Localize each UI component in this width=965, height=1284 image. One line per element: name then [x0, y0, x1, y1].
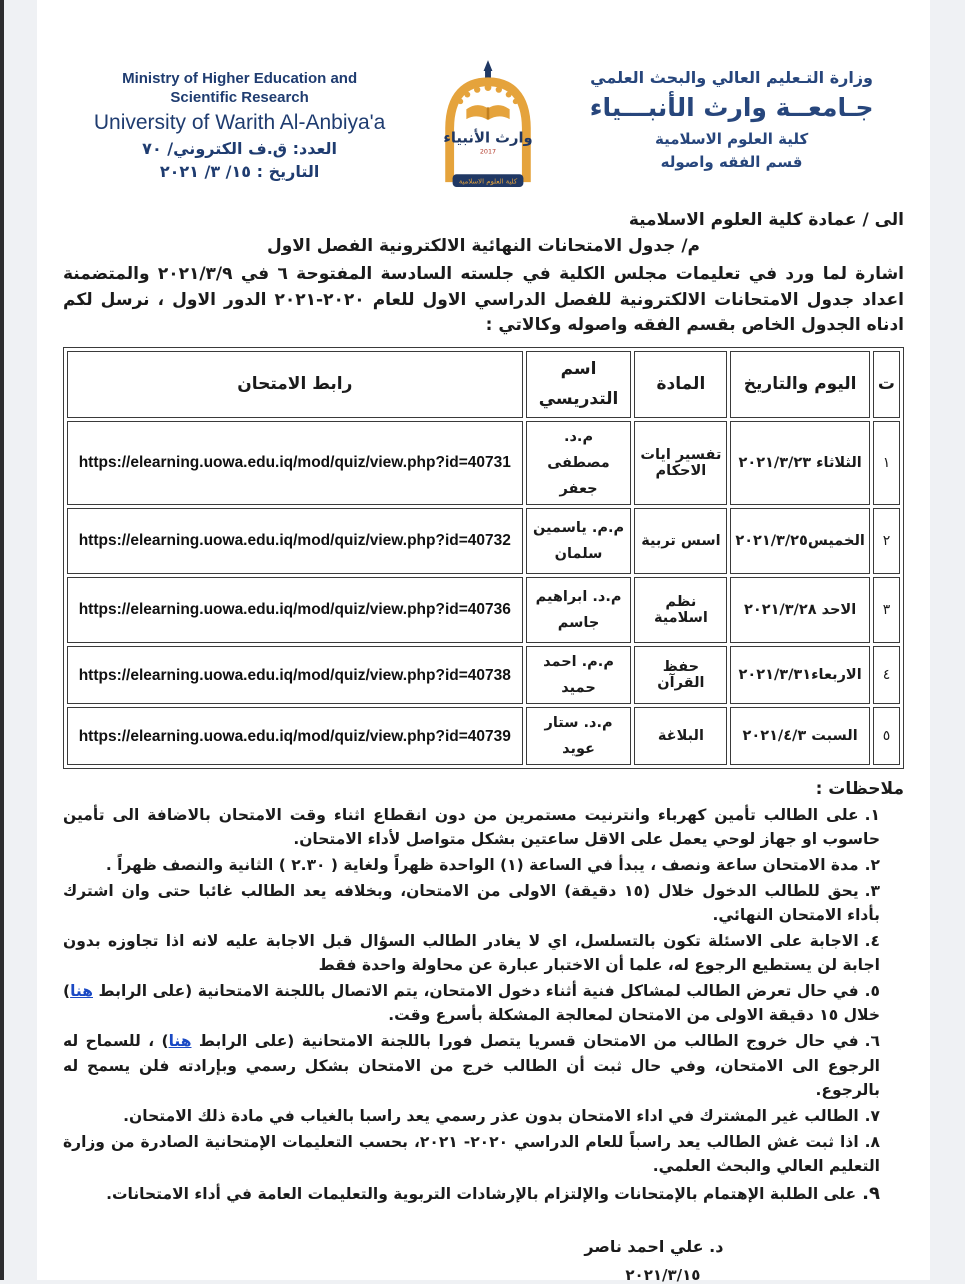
scan-left-edge [0, 0, 4, 1280]
letter-body-paragraph: اشارة لما ورد في تعليمات مجلس الكلية في جلسته السادسة المفتوحة ٦ في ٢٠٢١/٣/٩ والمتضمنة اعداد جدول الامتحانات الالكترونية للفصل الدراسي الاول للعام ٢٠٢٠-٢٠٢١ الدور الاول ، نرسل لكم ادناه الجدول الخاص بقسم الفقه واصوله وكالاتي : [63, 264, 905, 335]
row-day-date: الخميس٢٠٢١/٣/٢٥ [730, 508, 870, 574]
note-text: في حال تعرض الطالب لمشاكل فنية أثناء دخول الامتحان، يتم الاتصال باللجنة الامتحانية (على الرابط [93, 982, 859, 1001]
note-number: ٨. [864, 1132, 880, 1151]
letterhead-arabic [559, 58, 904, 171]
note-item-6 [63, 1029, 880, 1101]
row-exam-link-cell [67, 707, 523, 765]
document-date-line: التاريخ : ١٥/ ٣/ ٢٠٢١ [159, 161, 320, 181]
note-text: ) خلال ١٥ دقيقة الاولى من الامتحان لمعالجة المشكلة بأسرع وقت. [63, 982, 880, 1025]
exam-link[interactable]: https://elearning.uowa.edu.iq/mod/quiz/view.php?id=40739 [78, 727, 511, 745]
row-subject: البلاغة [634, 707, 727, 765]
note-item-2 [63, 853, 880, 877]
note-text: يحق للطالب الدخول خلال (١٥ دقيقة) الاولى من الامتحان، وبخلافه يعد الطالب غائبا حتى وان اشترك بأداء الامتحان النهائي. [63, 882, 880, 925]
notes-section [63, 779, 904, 1207]
header-cell-teacher: اسم التدريسي [526, 351, 632, 418]
table-row [67, 508, 900, 574]
ministry-name-en-line2: Scientific Research [170, 88, 309, 106]
notes-title: ملاحظات : [815, 779, 904, 800]
note-item-3 [63, 879, 880, 927]
signature-block [584, 1237, 723, 1284]
document-page [37, 0, 930, 1284]
table-row [67, 646, 900, 704]
table-row [67, 421, 900, 505]
row-subject: نظم اسلامية [634, 577, 727, 643]
letterhead-english [63, 58, 416, 181]
row-subject: تفسير ايات الاحكام [634, 421, 727, 505]
note-text: على الطالب تأمين كهرباء وانترنيت مستمرين من دون انقطاع اثناء وقت الامتحان بالاضافة الى تأمين حاسوب او جهاز لوحي يعمل على الاقل ساعتين بشكل متواصل لأداء الامتحان. [63, 806, 880, 849]
committee-contact-link[interactable]: هنا [70, 982, 93, 1001]
row-subject: اسس تربية [634, 508, 727, 574]
university-name-en: University of Warith Al-Anbiya'a [93, 110, 386, 134]
row-day-date: الثلاثاء ٢٠٢١/٣/٢٣ [730, 421, 870, 505]
row-day-date: الاحد ٢٠٢١/٣/٢٨ [730, 577, 870, 643]
note-item-9 [63, 1180, 880, 1208]
committee-contact-link[interactable]: هنا [168, 1032, 192, 1051]
letter-subject-line: م/ جدول الامتحانات النهائية الالكترونية الفصل الاول [266, 236, 701, 256]
ministry-name-ar: وزارة التـعليم العالي والبحث العلمي [590, 68, 873, 87]
note-item-4 [63, 929, 880, 977]
note-number: ٧. [864, 1106, 880, 1125]
note-number: ٣. [864, 882, 881, 901]
logo-year: 2017 [479, 147, 496, 156]
row-exam-link-cell [67, 577, 523, 643]
department-name-ar: قسم الفقه واصوله [660, 153, 803, 171]
row-day-date: الاربعاء٢٠٢١/٣/٣١ [730, 646, 870, 704]
notes-list [63, 803, 904, 1207]
row-teacher: م.د. ابراهيم جاسم [526, 577, 632, 643]
row-teacher: م.م. ياسمين سلمان [526, 508, 632, 574]
exam-schedule-table [63, 347, 904, 770]
note-text: مدة الامتحان ساعة ونصف ، يبدأ في الساعة (١) الواحدة ظهراً ولغاية ( ٢.٣٠ ) الثانية والنصف ظهراً . [105, 856, 859, 875]
note-number: ٦. [864, 1032, 880, 1051]
row-exam-link-cell [67, 508, 523, 574]
row-exam-link-cell [67, 646, 523, 704]
header-cell-exam-link: رابط الامتحان [67, 351, 523, 418]
row-number: ١ [873, 421, 900, 505]
exam-link[interactable]: https://elearning.uowa.edu.iq/mod/quiz/view.php?id=40738 [78, 666, 511, 684]
logo-arabic-name: وارث الأنبياء [443, 129, 533, 147]
note-number: ٥. [864, 982, 880, 1001]
row-teacher: م.د. مصطفى جعفر [526, 421, 632, 505]
college-name-ar: كلية العلوم الاسلامية [654, 130, 809, 148]
logo-banner-text: كلية العلوم الاسلامية [458, 177, 517, 186]
note-item-7 [63, 1104, 880, 1128]
ministry-name-en-line1: Ministry of Higher Education and [122, 70, 358, 87]
row-number: ٣ [873, 577, 900, 643]
table-header-row [67, 351, 900, 418]
note-number: ٢. [864, 856, 880, 875]
table-row [67, 707, 900, 765]
note-text: الاجابة على الاسئلة تكون بالتسلسل، اي لا يغادر الطالب السؤال قبل الاجابة عليه لانه اذا تجاوزه بدون اجابة لن يستطيع الرجوع له، علما أن الاختبار عبارة عن محاولة واحدة فقط [63, 932, 880, 975]
row-exam-link-cell [67, 421, 523, 505]
header-cell-number: ت [873, 351, 900, 418]
row-number: ٥ [873, 707, 900, 765]
university-logo [416, 58, 559, 196]
university-name-ar: جـامعــة وارث الأنبـــياء [589, 93, 874, 122]
note-item-8 [63, 1130, 880, 1178]
exam-link[interactable]: https://elearning.uowa.edu.iq/mod/quiz/view.php?id=40731 [78, 454, 511, 472]
exam-link[interactable]: https://elearning.uowa.edu.iq/mod/quiz/view.php?id=40732 [78, 532, 511, 550]
table-row [67, 577, 900, 643]
row-teacher: م.م. احمد حميد [526, 646, 632, 704]
university-seal-icon [429, 58, 547, 196]
note-number: ٤. [864, 932, 880, 951]
exam-link[interactable]: https://elearning.uowa.edu.iq/mod/quiz/view.php?id=40736 [78, 601, 511, 619]
note-number: ٩. [862, 1182, 880, 1204]
note-text: ) ، للسماح له الرجوع الى الامتحان، وفي حال ثبت أن الطالب خرج من الامتحان بشكل رسمي وبإرادته فلن يسمح له بالرجوع. [63, 1032, 880, 1099]
signer-name: د. علي احمد ناصر [584, 1237, 724, 1257]
row-subject: حفظ القرآن [634, 646, 727, 704]
document-number-line: العدد: ق.ف الكتروني/ ٧٠ [142, 138, 338, 158]
row-day-date: السبت ٢٠٢١/٤/٣ [730, 707, 870, 765]
note-text: الطالب غير المشترك في اداء الامتحان بدون عذر رسمي يعد راسبا بالغياب في مادة ذلك الامتحان. [123, 1106, 859, 1125]
letter-intro [63, 210, 904, 339]
note-number: ١. [864, 806, 880, 825]
letter-to-line: الى / عمادة كلية العلوم الاسلامية [628, 210, 904, 230]
header-cell-day-date: اليوم والتاريخ [730, 351, 870, 418]
row-number: ٤ [873, 646, 900, 704]
note-text: في حال خروج الطالب من الامتحان قسريا يتصل فورا باللجنة الامتحانية (على الرابط [191, 1032, 859, 1051]
signature-date: ٢٠٢١/٣/١٥ [625, 1266, 701, 1284]
letterhead [63, 58, 904, 196]
note-text: على الطلبة الإهتمام بالإمتحانات والإلتزام بالإرشادات التربوية والتعليمات العامة في أداء الامتحانات. [106, 1184, 857, 1203]
row-teacher: م.د. ستار عويد [526, 707, 632, 765]
note-text: اذا ثبت غش الطالب يعد راسباً للعام الدراسي ٢٠٢٠- ٢٠٢١، بحسب التعليمات الإمتحانية الصادرة من وزارة التعليم العالي والبحث العلمي. [63, 1132, 880, 1175]
row-number: ٢ [873, 508, 900, 574]
header-cell-subject: المادة [634, 351, 727, 418]
note-item-5 [63, 979, 880, 1027]
note-item-1 [63, 803, 880, 851]
